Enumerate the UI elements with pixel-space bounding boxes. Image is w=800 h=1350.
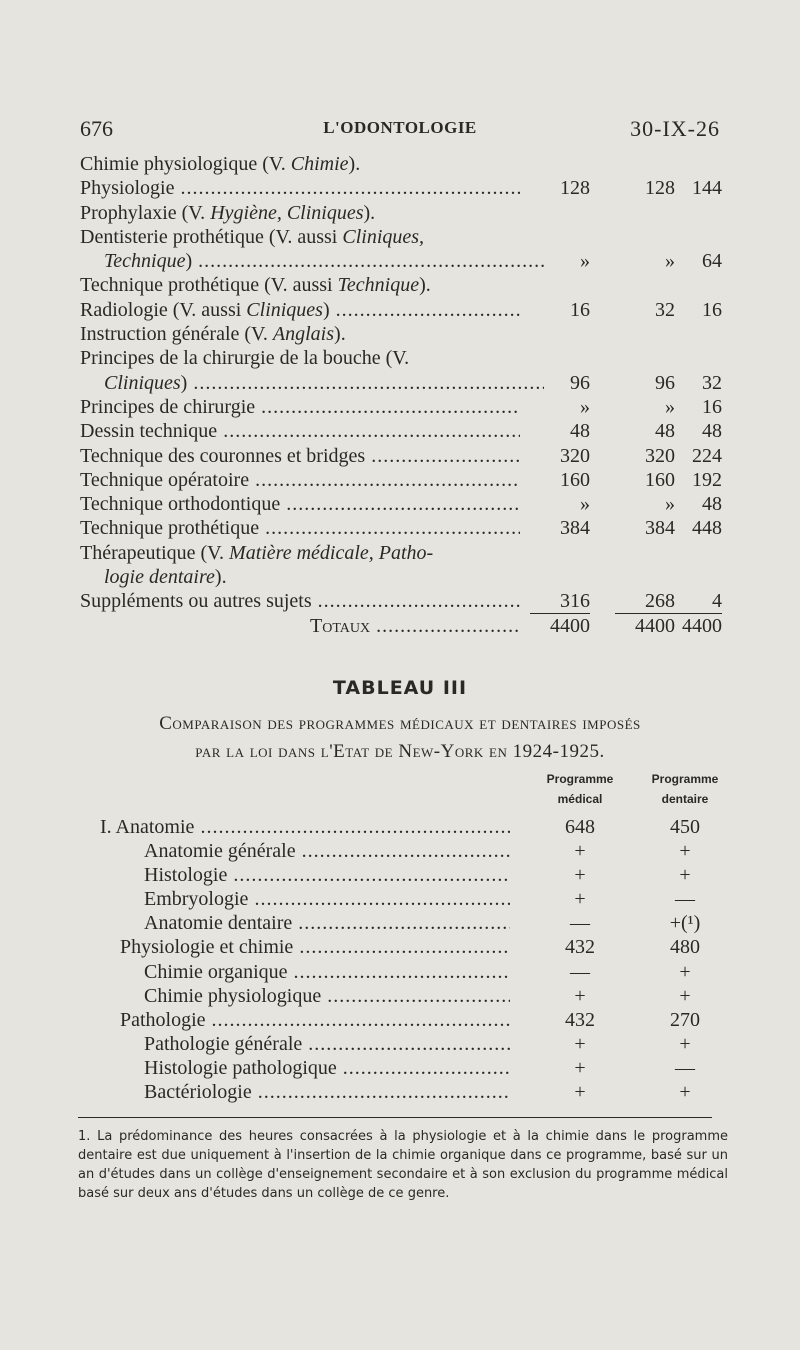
row-value: 384 [645,517,675,540]
row-label [80,201,375,225]
table-row [80,565,740,589]
row-value: 48 [702,420,722,443]
totals-row [80,614,740,638]
row-label: Chimie physiologique ..... [144,984,510,1008]
label-tail: ). [334,323,346,346]
issue-date: 30-IX-26 [630,116,720,141]
label-tail: ) [180,371,188,394]
row-label: Anatomie dentaire ..... [144,911,510,935]
row-label [104,565,227,589]
row-value: » [580,250,590,273]
row-label [80,176,520,200]
totals-value: 4400 [635,614,675,637]
row-label: Embryologie ..... [144,887,510,911]
label-tail: ) [185,250,193,273]
tableau-subtitle-line1: Comparaison des programmes médicaux et dentaires imposés [159,713,641,734]
label-text: Technique prothétique (V. aussi [80,274,338,297]
medical-value: 648 [565,816,595,838]
label-text: Instruction générale (V. [80,323,273,346]
row-label [80,444,520,468]
tableau-subtitle-line2: par la loi dans l'Etat de New-York en 1924-1925. [195,741,605,762]
label-text: Dentisterie prothétique (V. aussi [80,225,343,248]
row-value: 192 [692,468,722,491]
dental-value: + [679,960,691,983]
row-label [80,492,520,516]
row-label: Chimie organique ..... [144,960,510,984]
row-value: 316 [530,589,590,614]
medical-value: + [574,1081,586,1104]
totals-label: Totaux ..... [80,614,520,638]
dental-value: — [675,888,695,911]
comparison-row [100,863,720,887]
row-value: » [665,250,675,273]
row-value: 144 [692,177,722,200]
row-value: 128 [560,177,590,200]
label-italic: Matière médicale, Patho- [229,541,434,564]
comparison-row [100,935,720,959]
row-value: 48 [570,420,590,443]
medical-value: 432 [565,1008,595,1031]
label-text: Dessin technique [80,420,218,443]
label-italic: logie dentaire [104,566,215,589]
row-value: 64 [702,250,722,273]
label-italic: Hygiène, Cliniques [210,201,364,224]
table-row [80,371,740,395]
label-text: Radiologie (V. aussi [80,298,247,321]
row-label: Histologie pathologique ..... [144,1056,510,1080]
table-row [80,395,740,419]
table-row [80,516,740,540]
row-value: 96 [570,371,590,394]
row-label [80,346,409,370]
row-value: » [580,395,590,418]
label-italic: Technique [104,250,186,273]
label-italic: Cliniques [246,298,323,321]
table-row [80,468,740,492]
row-label [80,516,520,540]
label-text: Thérapeutique (V. [80,541,230,564]
medical-value: 432 [565,936,595,959]
label-text: Physiologie [80,177,175,200]
row-value: 16 [702,298,722,321]
dental-value: + [679,984,691,1007]
label-tail: ) [322,298,330,321]
label-italic: Chimie [290,153,349,175]
table-row [80,298,740,322]
row-value: » [665,493,675,516]
row-label [80,541,433,565]
medical-value: + [574,1032,586,1055]
comparison-row [100,1032,720,1056]
label-tail: ). [348,153,361,175]
row-label [80,468,520,492]
dental-value: + [679,864,691,887]
row-label: Pathologie ..... [120,1008,510,1032]
medical-value: + [574,888,586,911]
comparison-row [100,1056,720,1080]
comparison-row [100,1080,720,1104]
label-text: Principes de la chirurgie de la bouche (V. [80,347,410,370]
medical-value: + [574,840,586,863]
label-text: Technique opératoire [80,468,250,491]
label-tail: ). [363,201,376,224]
row-label: Bactériologie ..... [144,1080,510,1104]
label-italic: Technique [337,274,420,297]
table-row [80,419,740,443]
comparison-row [100,839,720,863]
row-label [80,322,346,346]
comparison-row [100,960,720,984]
row-label [80,225,424,249]
row-value: 160 [560,468,590,491]
running-head [80,116,720,146]
medical-value: — [570,912,590,935]
row-value: 448 [692,517,722,540]
row-label: Physiologie et chimie ..... [120,935,510,959]
label-text: Suppléments ou autres sujets [80,590,312,613]
row-value: 16 [702,395,722,418]
dental-value: + [679,1081,691,1104]
comparison-row [100,911,720,935]
table-row [80,492,740,516]
label-text: Technique orthodontique [80,493,281,516]
row-label [104,371,544,395]
table-row [80,249,740,273]
table-row [80,589,740,613]
row-label: I. Anatomie ..... [100,815,510,839]
medical-value: + [574,864,586,887]
label-tail: ). [214,566,227,589]
totals-value: 4400 [682,614,722,637]
row-label: Pathologie générale ..... [144,1032,510,1056]
tableau-title: TABLEAU III [332,677,468,699]
label-text: Technique des couronnes et bridges [80,444,366,467]
label-text: Chimie physiologique (V. [80,153,291,175]
row-value: 16 [570,298,590,321]
dental-value: + [679,840,691,863]
row-label [80,273,431,297]
row-value: » [665,395,675,418]
table-row [80,273,740,297]
row-value: 384 [560,517,590,540]
column-header-dental: Programme dentaire [651,772,719,806]
table-row [80,541,740,565]
dental-value: — [675,1056,695,1079]
row-value: » [580,493,590,516]
comparison-row [100,984,720,1008]
label-italic: Cliniques, [342,225,425,248]
row-value: 4 [662,589,722,614]
label-text: Prophylaxie (V. [80,201,211,224]
label-text: Principes de chirurgie [80,395,256,418]
table-row [80,346,740,370]
row-value: 32 [702,371,722,394]
comparison-row [100,815,720,839]
label-italic: Cliniques [104,371,181,394]
row-value: 48 [702,493,722,516]
medical-value: + [574,984,586,1007]
footnote-rule [78,1117,712,1118]
table-row [80,444,740,468]
row-label: Anatomie générale ..... [144,839,510,863]
dental-value: 450 [670,816,700,838]
tableau-subtitle [60,710,740,766]
row-value: 268 [615,589,675,614]
page-number: 676 [80,116,113,141]
label-text: Technique prothétique [80,517,260,540]
journal-title: L'ODONTOLOGIE [323,118,477,137]
row-value: 48 [655,420,675,443]
row-label [80,419,520,443]
label-tail: ). [419,274,431,297]
dental-value: +(¹) [669,912,701,935]
hours-table-continued [80,152,740,638]
medical-value: + [574,1056,586,1079]
column-header-medical: Programme médical [546,772,614,806]
row-value: 224 [692,444,722,467]
dental-value: 480 [670,936,700,959]
table-row [80,322,740,346]
dental-value: 270 [670,1008,700,1031]
label-italic: Anglais [272,323,335,346]
row-value: 32 [655,298,675,321]
comparison-table [100,815,720,1104]
row-label: Histologie ..... [144,863,510,887]
row-label [80,395,520,419]
table-row [80,225,740,249]
footnote: 1. La prédominance des heures consacrées à la physiologie et à la chimie dans le programme dentaire est due uniquement à l'insertion de la chimie organique dans ce programme, basé sur un an d'études dans un collège d'enseignement secondaire et à son exclusion du programme médical basé sur deux ans d'études dans un collège de ce genre. [78,1129,728,1201]
row-label [80,152,360,176]
medical-value: — [570,960,590,983]
row-label [80,589,520,613]
table-row [80,152,740,176]
table-row [80,201,740,225]
row-value: 320 [560,444,590,467]
row-label [104,249,544,273]
comparison-row [100,887,720,911]
table-row [80,176,740,200]
totals-value: 4400 [550,614,590,637]
row-value: 96 [655,371,675,394]
row-value: 160 [645,468,675,491]
row-value: 128 [645,177,675,200]
comparison-row [100,1008,720,1032]
row-value: 320 [645,444,675,467]
row-label [80,298,520,322]
dental-value: + [679,1032,691,1055]
